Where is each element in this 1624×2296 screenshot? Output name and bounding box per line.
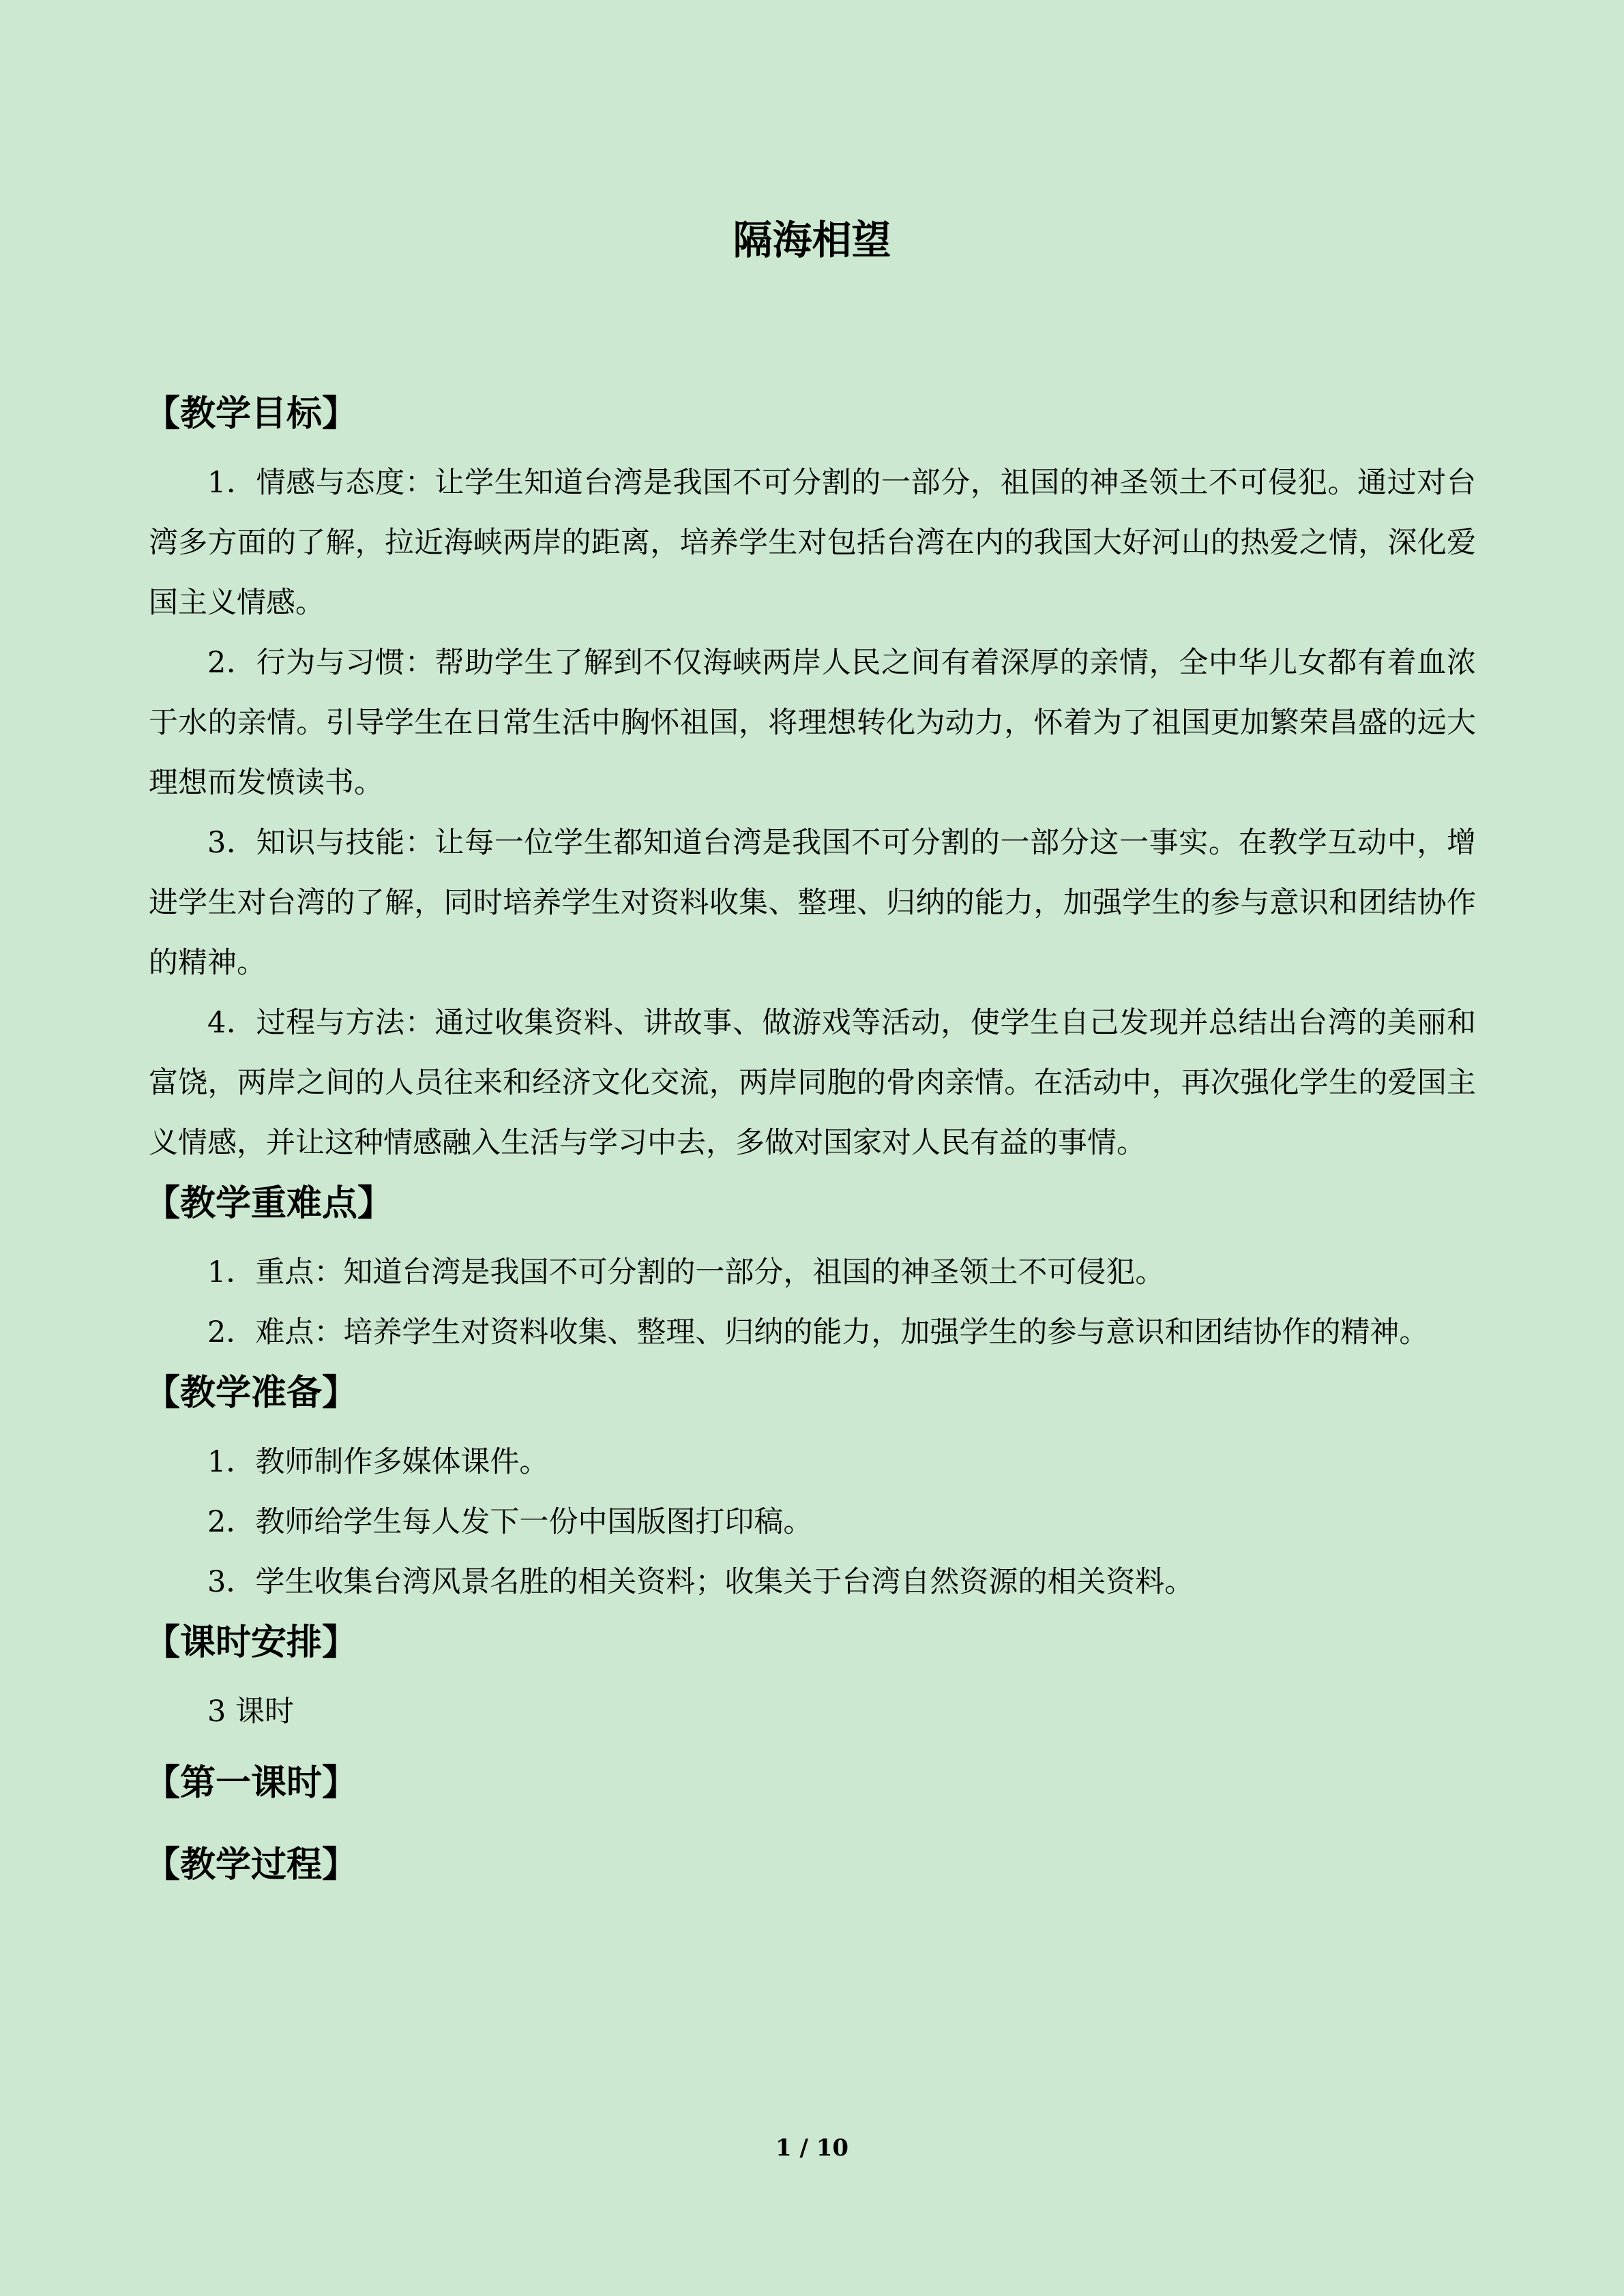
page-number: 1 / 10 [775, 2134, 849, 2162]
key-point-paragraph: 2．难点：培养学生对资料收集、整理、归纳的能力，加强学生的参与意识和团结协作的精神。 [207, 1315, 1429, 1350]
objective-paragraph: 1．情感与态度：让学生知道台湾是我国不可分割的一部分，祖国的神圣领土不可侵犯。通过对台湾多方面的了解，拉近海峡两岸的距离，培养学生对包括台湾在内的我国大好河山的热爱之情，深化爱国主义情感。 [149, 466, 1476, 620]
key-point-paragraph: 1．重点：知道台湾是我国不可分割的一部分，祖国的神圣领土不可侵犯。 [207, 1255, 1165, 1289]
section-heading-first-lesson: 【第一课时】 [145, 1762, 358, 1804]
objective-paragraph: 2．行为与习惯：帮助学生了解到不仅海峡两岸人民之间有着深厚的亲情，全中华儿女都有着血浓于水的亲情。引导学生在日常生活中胸怀祖国，将理想转化为动力，怀着为了祖国更加繁荣昌盛的远大理想而发愤读书。 [149, 646, 1476, 800]
document-body [145, 383, 1476, 1896]
section-heading-schedule: 【课时安排】 [145, 1622, 358, 1663]
preparation-item: 3．学生收集台湾风景名胜的相关资料；收集关于台湾自然资源的相关资料。 [207, 1565, 1194, 1599]
objective-paragraph: 3．知识与技能：让每一位学生都知道台湾是我国不可分割的一部分这一事实。在教学互动中，增进学生对台湾的了解，同时培养学生对资料收集、整理、归纳的能力，加强学生的参与意识和团结协作的精神。 [149, 826, 1476, 980]
document-title: 隔海相望 [733, 217, 891, 263]
section-heading-preparation: 【教学准备】 [145, 1372, 358, 1414]
section-heading-key-points: 【教学重难点】 [145, 1182, 394, 1224]
section-heading-process: 【教学过程】 [145, 1844, 358, 1885]
objective-paragraph: 4．过程与方法：通过收集资料、讲故事、做游戏等活动，使学生自己发现并总结出台湾的美丽和富饶，两岸之间的人员往来和经济文化交流，两岸同胞的骨肉亲情。在活动中，再次强化学生的爱国主义情感，并让这种情感融入生活与学习中去，多做对国家对人民有益的事情。 [149, 1006, 1476, 1160]
preparation-item: 1．教师制作多媒体课件。 [207, 1445, 549, 1479]
section-heading-objectives: 【教学目标】 [145, 393, 358, 434]
preparation-item: 2．教师给学生每人发下一份中国版图打印稿。 [207, 1505, 813, 1539]
schedule-text: 3 课时 [207, 1695, 295, 1729]
